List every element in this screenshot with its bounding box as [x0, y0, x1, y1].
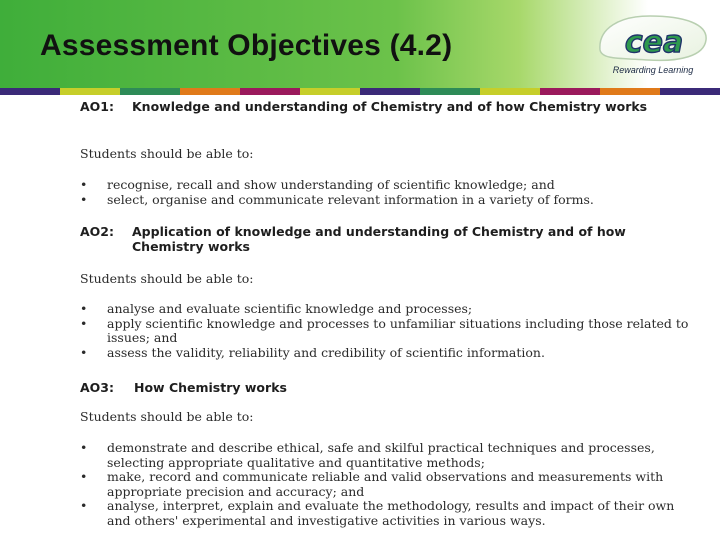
- bullet-icon: •: [80, 469, 88, 484]
- bullet-icon: •: [80, 498, 88, 513]
- bullet-icon: •: [80, 177, 88, 192]
- list-item: • recognise, recall and show understanding of scientific knowledge; and: [80, 177, 555, 192]
- ao2-number: AO2:: [80, 224, 114, 239]
- list-item: • make, record and communicate reliable and valid observations and measurements with appropriate precision and accuracy; and: [80, 469, 664, 499]
- ao1-title: Knowledge and understanding of Chemistry and of how Chemistry works: [132, 99, 648, 114]
- ao1-heading: [80, 99, 692, 114]
- ao3-number: AO3:: [80, 380, 114, 395]
- ao2-title: Application of knowledge and understanding of Chemistry and of how Chemistry works: [132, 224, 626, 254]
- ao3-heading: [80, 380, 694, 395]
- list-item: • demonstrate and describe ethical, safe and skilful practical techniques and processes, selecting appropriate qualitative and quantitative methods;: [80, 440, 655, 470]
- page-title: Assessment Objectives (4.2): [40, 29, 453, 62]
- ao1-intro: Students should be able to:: [80, 146, 254, 161]
- logo-tagline: Rewarding Learning: [612, 65, 694, 75]
- list-item: • apply scientific knowledge and processes to unfamiliar situations including those related to issues; and: [80, 315, 689, 345]
- bullet-icon: •: [80, 344, 88, 360]
- bullet-icon: •: [80, 315, 88, 331]
- logo-wordmark: cea: [624, 25, 684, 60]
- ao1-list: [80, 178, 695, 207]
- ao2-list: [80, 302, 695, 360]
- list-item: • select, organise and communicate relevant information in a variety of forms.: [80, 191, 594, 207]
- ao2-heading: [80, 224, 692, 254]
- ao1-number: AO1:: [80, 99, 114, 114]
- list-item: • analyse and evaluate scientific knowledge and processes;: [80, 301, 473, 316]
- list-item: • assess the validity, reliability and credibility of scientific information.: [80, 344, 545, 360]
- ao3-intro: Students should be able to:: [80, 409, 254, 424]
- bullet-icon: •: [80, 191, 88, 207]
- bullet-icon: •: [80, 440, 88, 455]
- list-item: • analyse, interpret, explain and evaluate the methodology, results and impact of their own and others' experimental and investigative activities in various ways.: [80, 498, 675, 528]
- ao3-title: How Chemistry works: [134, 380, 287, 395]
- bullet-icon: •: [80, 301, 88, 316]
- ao3-list: [80, 441, 695, 528]
- ao2-intro: Students should be able to:: [80, 271, 254, 286]
